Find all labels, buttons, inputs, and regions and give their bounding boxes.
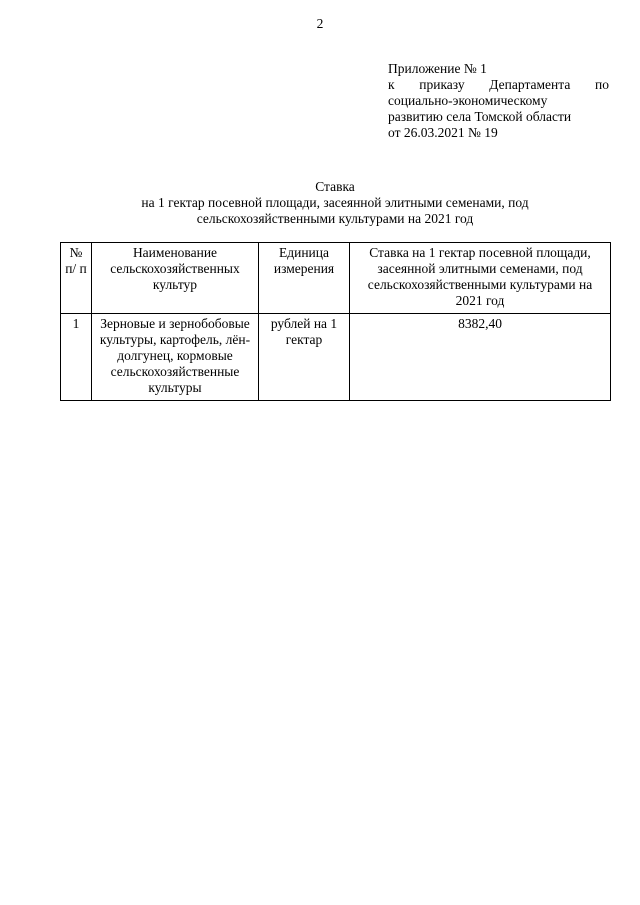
cell-number: 1 <box>61 314 92 401</box>
header-rate: Ставка на 1 гектар посевной площади, засеянной элитными семенами, под сельскохозяйственными культурами на 2021 год <box>350 243 611 314</box>
cell-crop-name: Зерновые и зернобобовые культуры, картофель, лён-долгунец, кормовые сельскохозяйственные культуры <box>92 314 259 401</box>
appendix-department-line: социально-экономическому <box>388 93 548 108</box>
cell-rate: 8382,40 <box>350 314 611 401</box>
appendix-date-number: от 26.03.2021 № 19 <box>388 125 498 140</box>
appendix-title: Приложение № 1 <box>388 61 487 76</box>
title-subheading-2: сельскохозяйственными культурами на 2021 год <box>196 211 474 226</box>
cell-unit: рублей на 1 гектар <box>259 314 350 401</box>
appendix-order-ref: к приказу Департамента по <box>388 77 609 92</box>
header-number: № п/ п <box>61 243 92 314</box>
header-crop-name: Наименование сельскохозяйственных культур <box>92 243 259 314</box>
page-number: 2 <box>316 16 324 31</box>
title-heading: Ставка <box>315 179 355 194</box>
rates-table <box>60 242 611 401</box>
title-subheading-1: на 1 гектар посевной площади, засеянной элитными семенами, под <box>141 195 529 210</box>
document-title <box>60 179 610 227</box>
appendix-block <box>388 61 609 141</box>
header-unit: Единица измерения <box>259 243 350 314</box>
table-header-row <box>61 243 611 314</box>
table-row <box>61 314 611 401</box>
appendix-region-line: развитию села Томской области <box>388 109 572 124</box>
